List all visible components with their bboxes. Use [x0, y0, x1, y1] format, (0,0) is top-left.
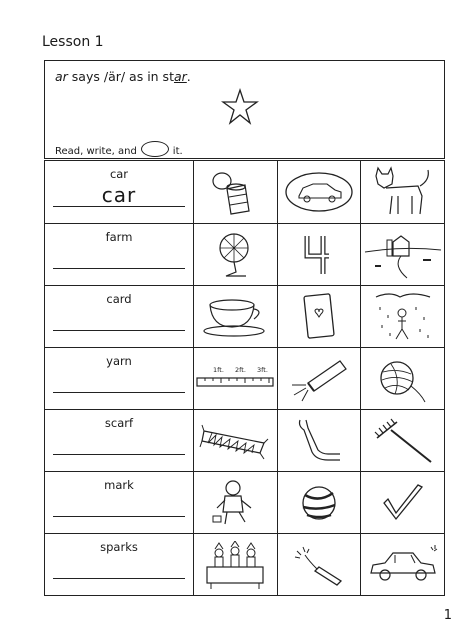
word-label: scarf: [104, 416, 134, 430]
picture-cell[interactable]: [361, 161, 444, 223]
fan-icon: [210, 230, 260, 280]
word-cell[interactable]: [45, 161, 194, 223]
picture-cell[interactable]: [194, 348, 278, 409]
word-cell[interactable]: [45, 410, 194, 471]
picture-cell[interactable]: [278, 224, 362, 285]
girl-in-rain-icon: [370, 291, 436, 343]
picture-cell[interactable]: [194, 286, 278, 347]
page-number: 1: [443, 608, 452, 623]
number-four-icon: [301, 232, 337, 278]
written-answer: car: [101, 183, 137, 207]
picture-cell[interactable]: [361, 472, 444, 533]
worksheet-row: [45, 347, 444, 409]
ruler-icon: [195, 362, 275, 396]
picture-cell[interactable]: [194, 534, 278, 595]
picture-cell[interactable]: [194, 161, 278, 223]
rake-icon: [371, 416, 435, 466]
ruler-label-2: 2ft.: [235, 365, 247, 374]
picture-cell[interactable]: [361, 224, 444, 285]
word-label: mark: [104, 478, 134, 492]
child-playing-icon: [205, 478, 265, 528]
write-line[interactable]: [53, 206, 185, 207]
rule-text: [55, 69, 191, 84]
worksheet-row: [45, 533, 444, 595]
picture-cell[interactable]: [361, 410, 444, 471]
picture-cell[interactable]: [194, 472, 278, 533]
worksheet-grid: [44, 160, 445, 596]
paint-can-icon: [205, 167, 265, 217]
picture-cell[interactable]: [278, 348, 362, 409]
arm-icon: [294, 416, 344, 466]
write-line[interactable]: [53, 268, 185, 269]
cat-icon: [368, 166, 438, 218]
ruler-label-1: 1ft.: [213, 365, 225, 374]
picture-cell[interactable]: [278, 472, 362, 533]
instructions-before: Read, write, and: [55, 146, 137, 157]
picture-cell[interactable]: [278, 161, 362, 223]
oval-icon: [141, 141, 169, 157]
word-label: car: [109, 167, 129, 181]
instructions-after: it.: [172, 146, 183, 157]
worksheet-row: [45, 285, 444, 347]
picture-cell[interactable]: [278, 410, 362, 471]
rule-ar-part: ar: [173, 69, 187, 84]
picture-cell[interactable]: [361, 534, 444, 595]
ruler-label-3: 3ft.: [257, 365, 269, 374]
write-line[interactable]: [53, 578, 185, 579]
yarn-ball-icon: [373, 354, 433, 404]
picture-cell[interactable]: [278, 534, 362, 595]
rule-box: [44, 60, 445, 159]
car-oval-icon: [283, 170, 355, 214]
teacup-icon: [200, 295, 270, 339]
worksheet-row: [45, 471, 444, 533]
word-label: sparks: [100, 540, 138, 554]
write-line[interactable]: [53, 392, 185, 393]
word-cell[interactable]: [45, 472, 194, 533]
picture-cell[interactable]: [361, 348, 444, 409]
checkmark-icon: [378, 481, 428, 525]
playing-card-icon: [302, 292, 336, 342]
children-at-table-icon: [203, 541, 267, 589]
word-label: card: [106, 292, 132, 306]
rule-pattern: ar: [55, 69, 68, 84]
word-cell[interactable]: [45, 534, 194, 595]
scarf-icon: [198, 421, 272, 461]
rule-says: says /är/ as in st: [71, 69, 174, 84]
picture-cell[interactable]: [194, 224, 278, 285]
write-line[interactable]: [53, 516, 185, 517]
word-cell[interactable]: [45, 286, 194, 347]
farm-scene-icon: [363, 230, 443, 280]
write-line[interactable]: [53, 330, 185, 331]
rule-dot: .: [186, 69, 191, 84]
picture-cell[interactable]: [361, 286, 444, 347]
lesson-title: Lesson 1: [42, 34, 104, 50]
flashlight-icon: [284, 355, 354, 403]
car-icon: [365, 543, 441, 587]
worksheet-row: [45, 161, 444, 223]
word-cell[interactable]: [45, 224, 194, 285]
star-icon: [220, 87, 260, 127]
worksheet-row: [45, 223, 444, 285]
write-line[interactable]: [53, 454, 185, 455]
picture-cell[interactable]: [278, 286, 362, 347]
worksheet-row: [45, 409, 444, 471]
ball-icon: [297, 481, 341, 525]
word-label: yarn: [106, 354, 132, 368]
firecracker-icon: [289, 543, 349, 587]
picture-cell[interactable]: [194, 410, 278, 471]
word-cell[interactable]: [45, 348, 194, 409]
instructions: [55, 141, 183, 157]
word-label: farm: [105, 230, 133, 244]
